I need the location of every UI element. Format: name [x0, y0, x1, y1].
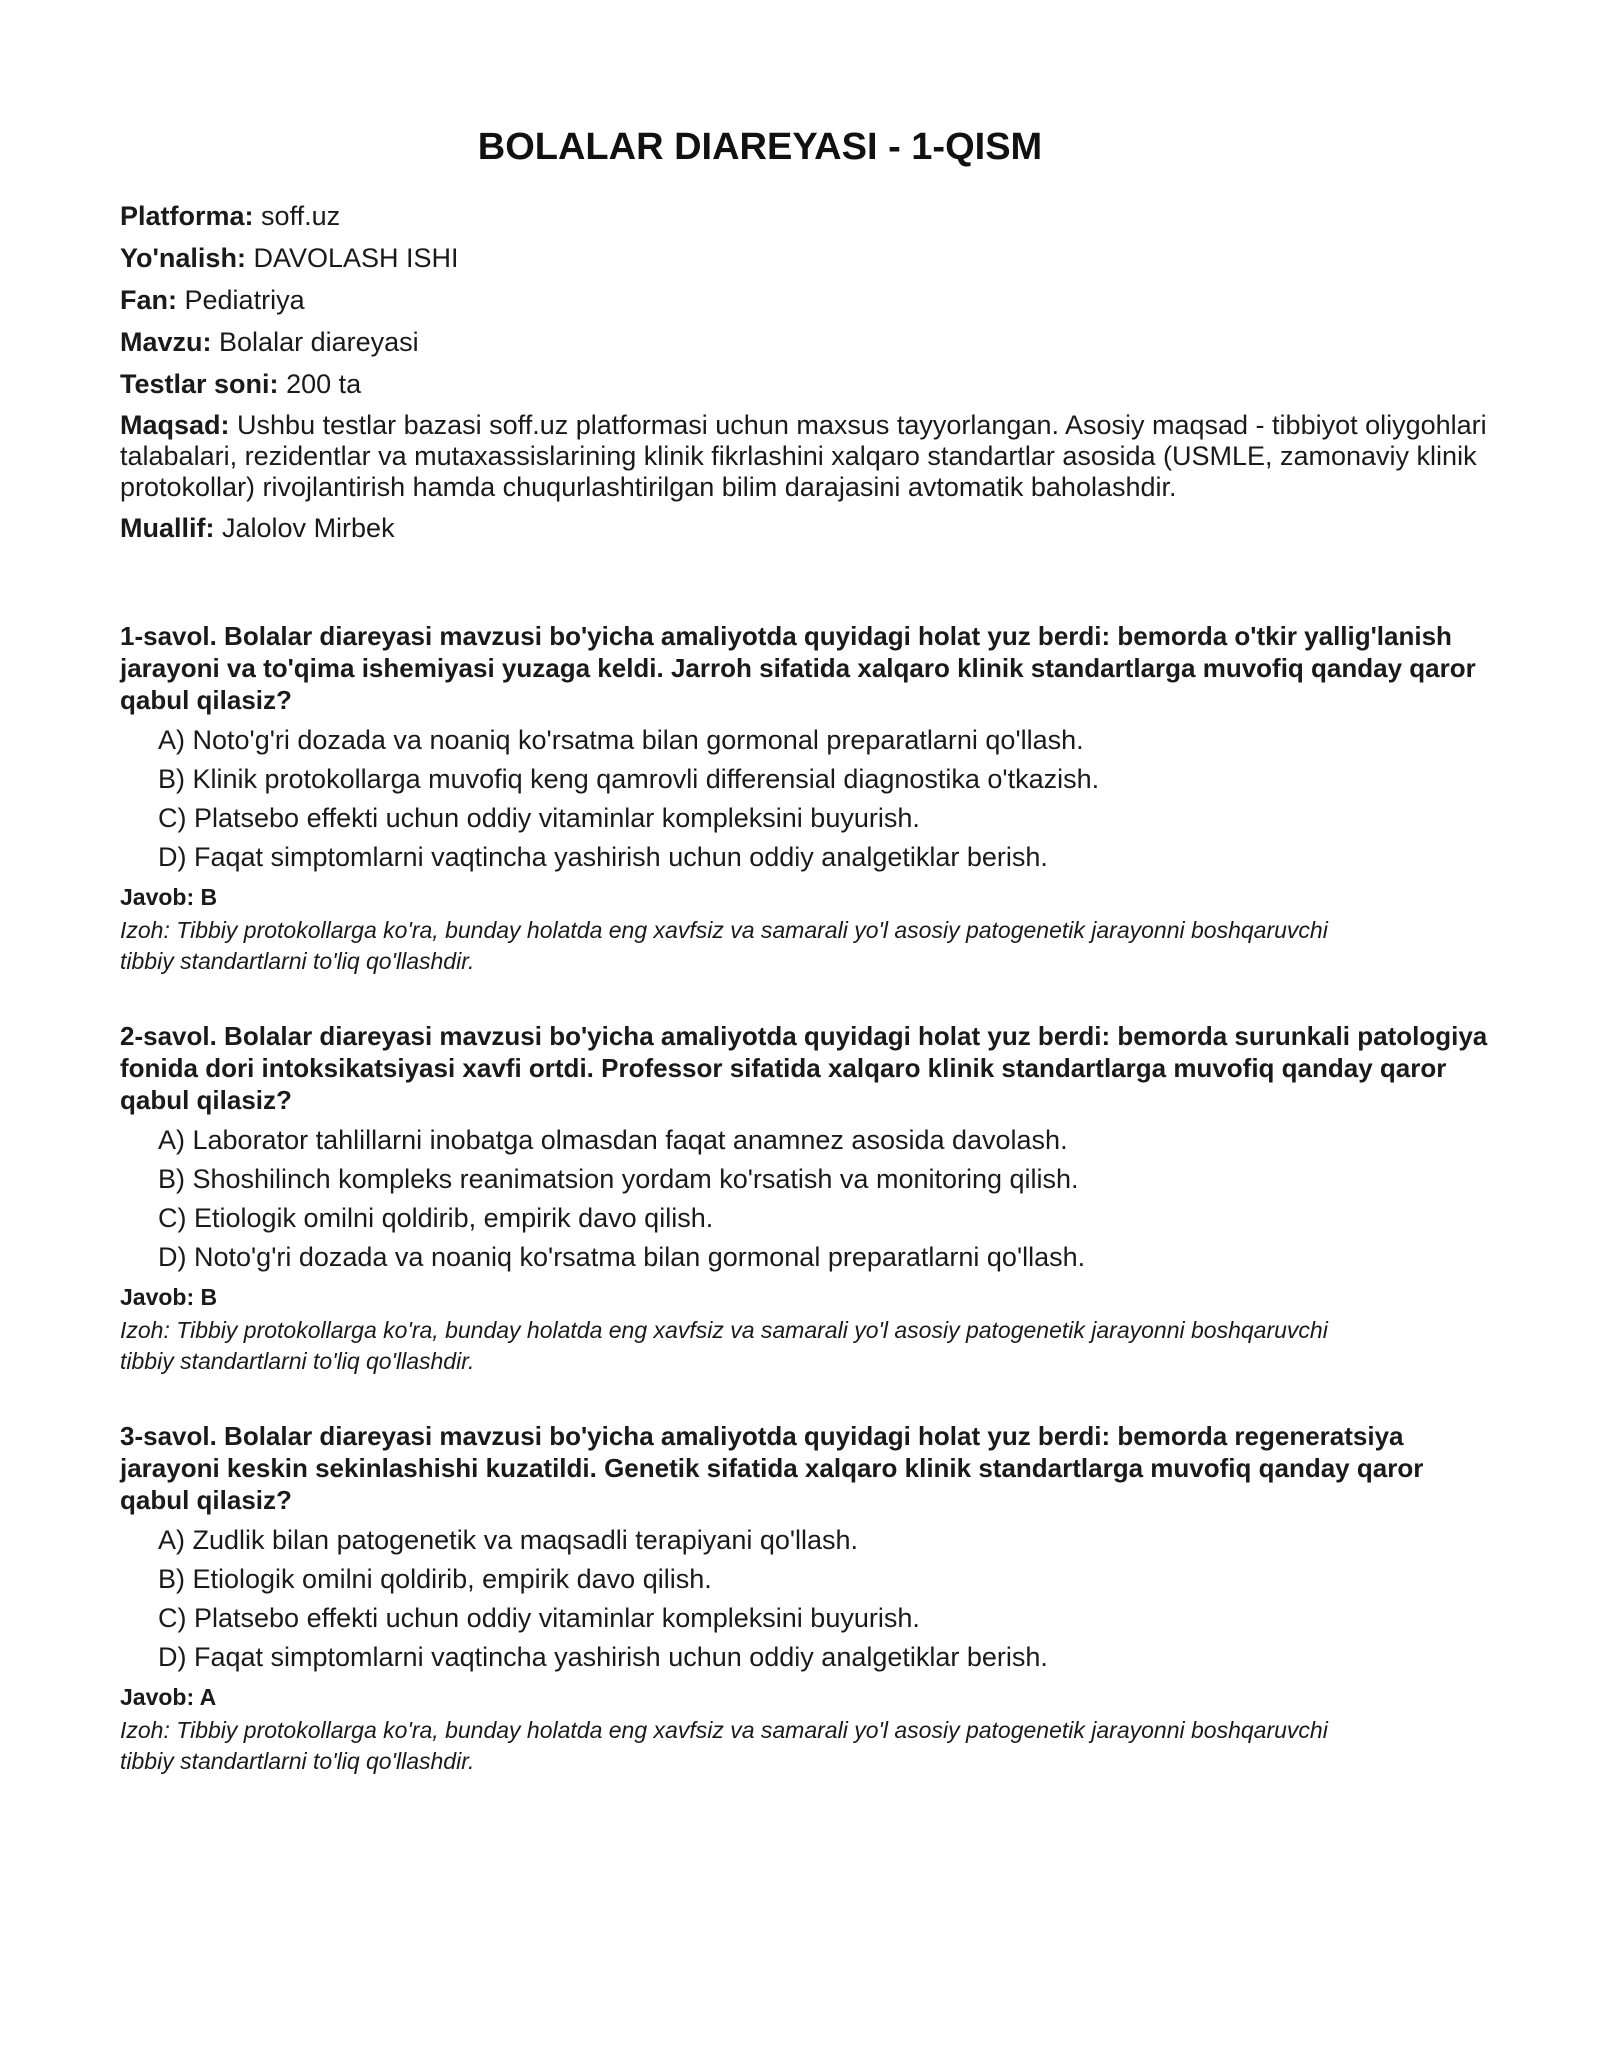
meta-test-count	[120, 368, 1490, 400]
meta-purpose	[120, 410, 1490, 503]
meta-topic-label: Mavzu:	[120, 327, 212, 357]
answer-explanation: Izoh: Tibbiy protokollarga ko'ra, bunday holatda eng xavfsiz va samarali yo'l asosiy patogenetik jarayonni boshqaruvchi tibbiy standartlarni to'liq qo'llashdir.	[120, 1717, 1328, 1774]
meta-topic	[120, 326, 1490, 358]
meta-subject	[120, 284, 1490, 316]
meta-subject-label: Fan:	[120, 285, 177, 315]
document-metadata	[120, 200, 1490, 544]
question-text: 3-savol. Bolalar diareyasi mavzusi bo'yicha amaliyotda quyidagi holat yuz berdi: bemorda regeneratsiya jarayoni keskin sekinlashishi kuzatildi. Genetik sifatida xalqaro klinik standartlarga muvofiq qanday qaror qabul qilasiz?	[120, 1421, 1424, 1515]
option-list	[120, 1124, 1490, 1273]
option-d: D) Faqat simptomlarni vaqtincha yashirish uchun oddiy analgetiklar berish.	[158, 842, 1048, 872]
option-a: A) Noto'g'ri dozada va noaniq ko'rsatma bilan gormonal preparatlarni qo'llash.	[158, 725, 1084, 755]
meta-platform-value: soff.uz	[261, 201, 341, 231]
option-a: A) Zudlik bilan patogenetik va maqsadli terapiyani qo'llash.	[158, 1525, 859, 1555]
meta-test-count-label: Testlar soni:	[120, 369, 279, 399]
answer-label: Javob: B	[120, 884, 218, 910]
question-text: 1-savol. Bolalar diareyasi mavzusi bo'yicha amaliyotda quyidagi holat yuz berdi: bemorda o'tkir yallig'lanish jarayoni va to'qima ishemiyasi yuzaga keldi. Jarroh sifatida xalqaro klinik standartlarga muvofiq qanday qaror qabul qilasiz?	[120, 621, 1476, 715]
meta-topic-value: Bolalar diareyasi	[219, 327, 419, 357]
meta-direction-label: Yo'nalish:	[120, 243, 246, 273]
meta-purpose-label: Maqsad:	[120, 410, 230, 440]
option-d: D) Faqat simptomlarni vaqtincha yashirish uchun oddiy analgetiklar berish.	[158, 1642, 1048, 1672]
meta-platform-label: Platforma:	[120, 201, 254, 231]
meta-test-count-value: 200 ta	[286, 369, 362, 399]
answer-label: Javob: B	[120, 1284, 218, 1310]
option-c: C) Platsebo effekti uchun oddiy vitaminlar kompleksini buyurish.	[158, 803, 920, 833]
option-d: D) Noto'g'ri dozada va noaniq ko'rsatma bilan gormonal preparatlarni qo'llash.	[158, 1242, 1086, 1272]
option-list	[120, 724, 1490, 873]
answer-explanation: Izoh: Tibbiy protokollarga ko'ra, bunday holatda eng xavfsiz va samarali yo'l asosiy patogenetik jarayonni boshqaruvchi tibbiy standartlarni to'liq qo'llashdir.	[120, 917, 1328, 974]
meta-subject-value: Pediatriya	[184, 285, 305, 315]
question-item	[120, 1020, 1490, 1377]
question-item	[120, 620, 1490, 977]
meta-direction	[120, 242, 1490, 274]
document-page	[120, 0, 1490, 1820]
question-list	[120, 620, 1490, 1777]
option-c: C) Platsebo effekti uchun oddiy vitaminlar kompleksini buyurish.	[158, 1603, 920, 1633]
meta-direction-value: DAVOLASH ISHI	[253, 243, 459, 273]
meta-author-label: Muallif:	[120, 513, 215, 543]
meta-platform	[120, 200, 1490, 232]
meta-author	[120, 512, 1490, 544]
question-item	[120, 1420, 1490, 1777]
answer-explanation: Izoh: Tibbiy protokollarga ko'ra, bunday holatda eng xavfsiz va samarali yo'l asosiy patogenetik jarayonni boshqaruvchi tibbiy standartlarni to'liq qo'llashdir.	[120, 1317, 1328, 1374]
meta-author-value: Jalolov Mirbek	[222, 513, 395, 543]
option-list	[120, 1524, 1490, 1673]
option-b: B) Shoshilinch kompleks reanimatsion yordam ko'rsatish va monitoring qilish.	[158, 1164, 1079, 1194]
answer-label: Javob: A	[120, 1684, 217, 1710]
option-b: B) Klinik protokollarga muvofiq keng qamrovli differensial diagnostika o'tkazish.	[158, 764, 1100, 794]
option-a: A) Laborator tahlillarni inobatga olmasdan faqat anamnez asosida davolash.	[158, 1125, 1068, 1155]
meta-purpose-value: Ushbu testlar bazasi soff.uz platformasi uchun maxsus tayyorlangan. Asosiy maqsad - tibbiyot oliygohlari talabalari, rezidentlar va mutaxassislarining klinik fikrlashini xalqaro standartlar asosida (USMLE, zamonaviy klinik protokollar) rivojlantirish hamda chuqurlashtirilgan bilim darajasini avtomatik baholashdir.	[120, 410, 1487, 502]
question-text: 2-savol. Bolalar diareyasi mavzusi bo'yicha amaliyotda quyidagi holat yuz berdi: bemorda surunkali patologiya fonida dori intoksikatsiyasi xavfi ortdi. Professor sifatida xalqaro klinik standartlarga muvofiq qanday qaror qabul qilasiz?	[120, 1021, 1488, 1115]
option-c: C) Etiologik omilni qoldirib, empirik davo qilish.	[158, 1203, 714, 1233]
option-b: B) Etiologik omilni qoldirib, empirik davo qilish.	[158, 1564, 712, 1594]
document-title: BOLALAR DIAREYASI - 1-QISM	[477, 126, 1043, 168]
